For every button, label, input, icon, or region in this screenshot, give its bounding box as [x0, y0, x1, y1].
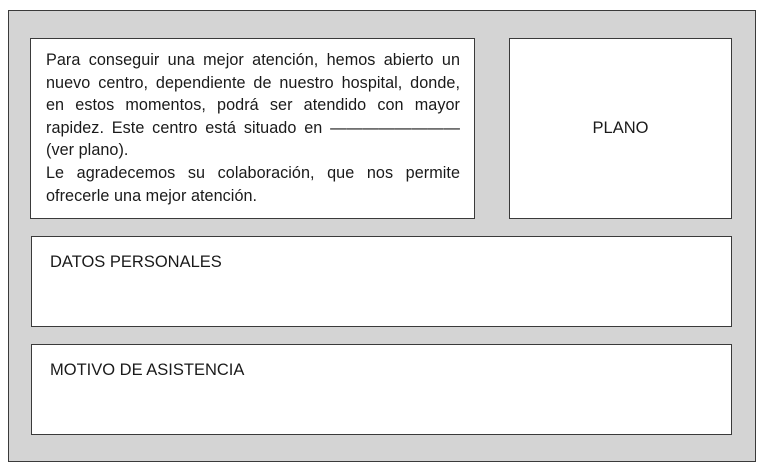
personal-data-box[interactable] [31, 236, 732, 327]
visit-reason-box[interactable] [31, 344, 732, 435]
notice-paragraph-1: Para conseguir una mejor atención, hemos abierto un nuevo centro, dependiente de nuestro hospital, donde, en estos momentos, podrá ser atendido con mayor rapidez. Este centro está situado en ———————— (ver plano). [46, 51, 460, 160]
notice-box [30, 38, 475, 219]
visit-reason-label: MOTIVO DE ASISTENCIA [50, 361, 245, 379]
map-box [509, 38, 732, 219]
map-label: PLANO [592, 119, 649, 137]
notice-paragraph-2: Le agradecemos su colaboración, que nos permite ofrecerle una mejor atención. [46, 163, 460, 205]
form-sheet [8, 10, 756, 462]
personal-data-label: DATOS PERSONALES [50, 253, 222, 271]
